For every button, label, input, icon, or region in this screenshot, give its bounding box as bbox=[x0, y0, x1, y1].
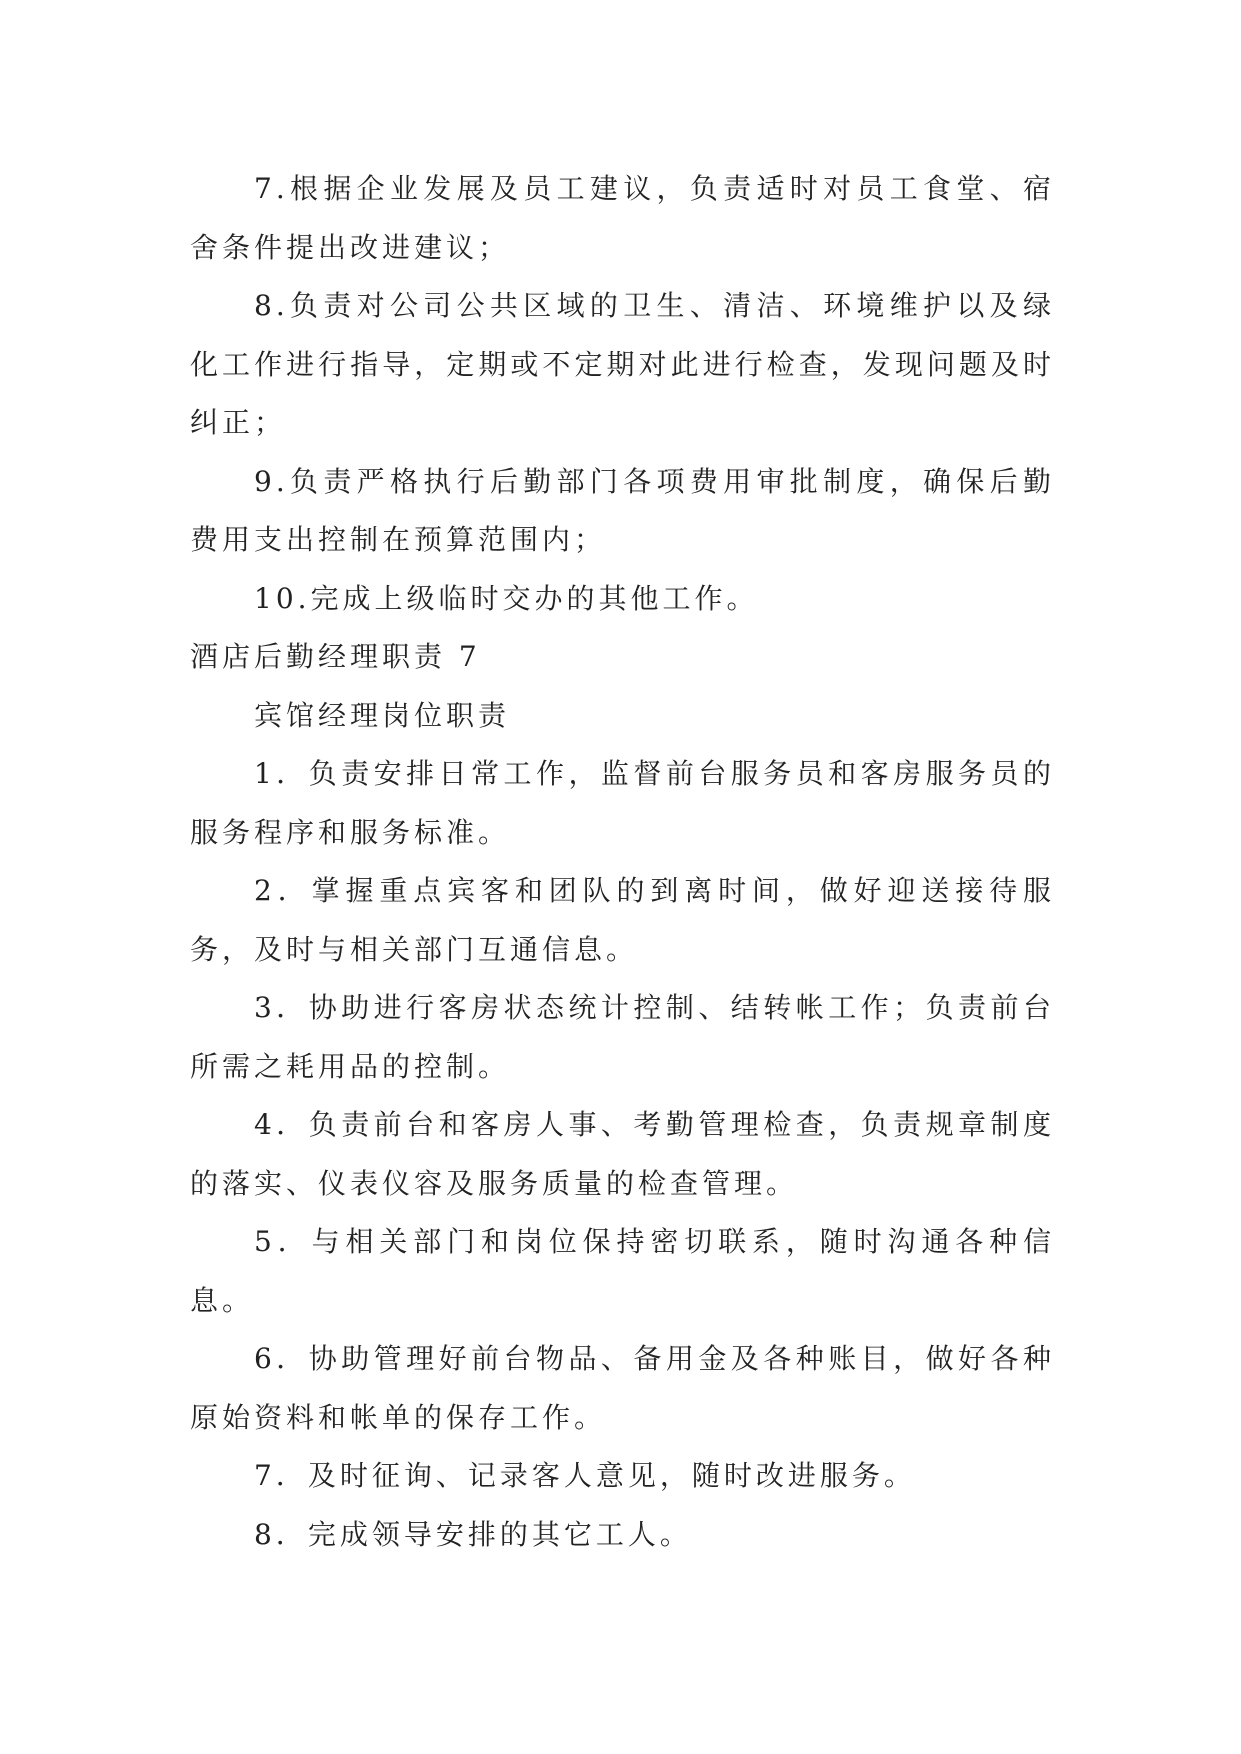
section-heading: 酒店后勤经理职责 7 bbox=[190, 640, 481, 673]
duty-item-2: 2．掌握重点宾客和团队的到离时间，做好迎送接待服务，及时与相关部门互通信息。 bbox=[190, 874, 1055, 966]
section-subtitle: 宾馆经理岗位职责 bbox=[254, 698, 511, 732]
duty-item-7: 7．及时征询、记录客人意见，随时改进服务。 bbox=[254, 1459, 916, 1492]
duty-item-4: 4．负责前台和客房人事、考勤管理检查，负责规章制度的落实、仪表仪容及服务质量的检查管理。 bbox=[190, 1108, 1055, 1200]
duty-item-8: 8．完成领导安排的其它工人。 bbox=[254, 1517, 692, 1551]
paragraph-item-7-canteen: 7.根据企业发展及员工建议，负责适时对员工食堂、宿舍条件提出改进建议； bbox=[190, 172, 1055, 264]
document-body bbox=[190, 160, 1055, 1564]
paragraph-item-8-sanitation: 8.负责对公司公共区域的卫生、清洁、环境维护以及绿化工作进行指导，定期或不定期对此进行检查，发现问题及时纠正； bbox=[190, 289, 1055, 439]
duty-item-5: 5．与相关部门和岗位保持密切联系，随时沟通各种信息。 bbox=[190, 1225, 1055, 1317]
duty-item-6: 6．协助管理好前台物品、备用金及各种账目，做好各种原始资料和帐单的保存工作。 bbox=[190, 1342, 1055, 1434]
duty-item-3: 3．协助进行客房状态统计控制、结转帐工作；负责前台所需之耗用品的控制。 bbox=[190, 991, 1055, 1083]
paragraph-item-9-expenses: 9.负责严格执行后勤部门各项费用审批制度，确保后勤费用支出控制在预算范围内； bbox=[190, 464, 1055, 556]
duty-item-1: 1．负责安排日常工作，监督前台服务员和客房服务员的服务程序和服务标准。 bbox=[190, 757, 1055, 849]
paragraph-item-10-other-work: 10.完成上级临时交办的其他工作。 bbox=[254, 581, 759, 615]
